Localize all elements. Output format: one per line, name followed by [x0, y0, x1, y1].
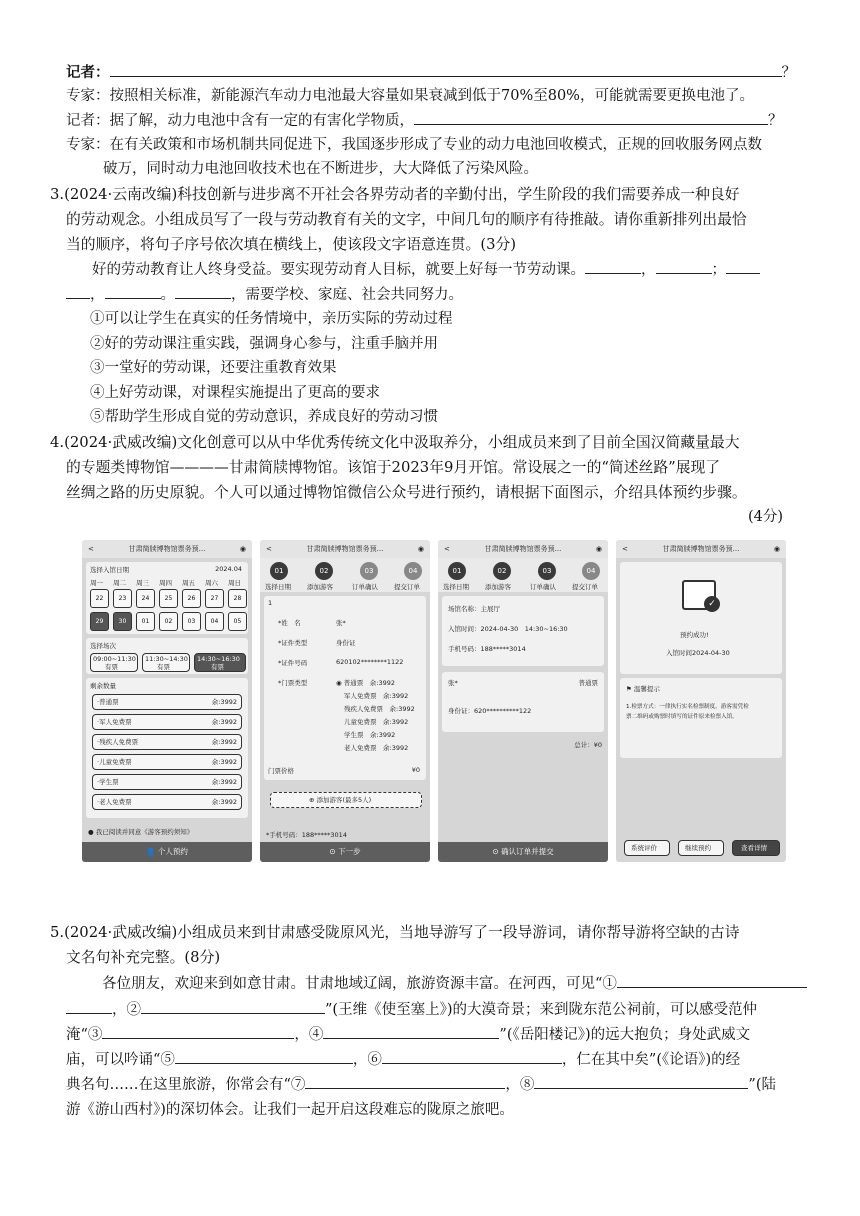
poem-blank-2[interactable] [141, 999, 325, 1014]
rate-button[interactable]: 系统评价 [624, 840, 670, 856]
q3-option-3: ③一堂好的劳动课，还要注重教育效果 [90, 360, 337, 376]
q3-option-5: ⑤帮助学生形成自觉的劳动意识，养成良好的劳动习惯 [90, 409, 438, 425]
dialog-line-1: 记者： ？ [66, 60, 796, 85]
poem-blank-8[interactable] [534, 1074, 748, 1089]
q5-line-5: 典名句……在这里旅游，你常会有“⑦ ，⑧ ”(陆 [66, 1073, 776, 1097]
phone-confirm-order: < 甘肃简牍博物馆票务预... ◉ 01 02 03 04 选择日期 添加游客 订单确认 提交订单 场馆名称：主展厅 入馆时间：2024-04-30 14:30~16:30 手机号码：188*****3014 张* 普通票 身份证：620**********122 总计：¥0 ⊙ 确认订单并提交 [438, 540, 608, 862]
answer-blank[interactable] [110, 60, 782, 77]
q5-stem-1: 5.(2024·武威改编)小组成员来到甘肃感受陇原风光，当地导游写了一段导游词，请你帮导游将空缺的古诗 [50, 924, 740, 941]
q5-line-3: 淹“③ ，④ ”(《岳阳楼记》)的远大抱负；身处武威文 [66, 1023, 750, 1047]
booking-screenshots [82, 540, 786, 862]
dialog-line-5: 破万，同时动力电池回收技术也在不断进步，大大降低了污染风险。 [103, 161, 538, 177]
q5-stem-2: 文名句补充完整。(8分) [66, 949, 221, 966]
order-blank-1[interactable] [585, 259, 641, 274]
phone-add-visitor: < 甘肃简牍博物馆票务预... ◉ 01 02 03 04 选择日期 添加游客 订单确认 提交订单 1 *姓 名 张* *证件类型 身份证 *证件号码 620102********1122 *门票类型 ◉ 普通票 余:3992 军人免费票 余:3992 残疾人免费票 余:3992 儿童免费票 余:3992 学生票 余:3992 老人免费票 余:3992 门票价格 ¥0 ⊕ 添加游客(最多5人) *手机号码：188*****3014 ⊙ 下一步 [260, 540, 430, 862]
q5-line-6: 游《游山西村》)的深切体会。让我们一起开启这段难忘的陇原之旅吧。 [66, 1102, 514, 1118]
q5-line-1: 各位朋友，欢迎来到如意甘肃。甘肃地域辽阔，旅游资源丰富。在河西，可见“① [102, 972, 807, 996]
dialog-line-2: 专家：按照相关标准，新能源汽车动力电池最大容量如果衰减到低于70%至80%，可能就需要更换电池了。 [66, 88, 754, 104]
poem-blank-7[interactable] [305, 1074, 505, 1089]
q3-paragraph-2: ， 。 ，需要学校、家庭、社会共同努力。 [66, 283, 463, 307]
poem-blank-5[interactable] [175, 1049, 353, 1064]
q4-stem-1: 4.(2024·武威改编)文化创意可以从中华优秀传统文化中汲取养分，小组成员来到了目前全国汉简藏量最大 [50, 434, 740, 451]
view-details-button[interactable]: 查看详情 [732, 840, 780, 856]
q3-stem-1: 3.(2024·云南改编)科技创新与进步离不开社会各界劳动者的辛勤付出，学生阶段的我们需要养成一种良好 [50, 186, 740, 203]
dialog-line-4: 专家：在有关政策和市场机制共同促进下，我国逐步形成了专业的动力电池回收模式，正规的回收服务网点数 [66, 137, 762, 153]
order-blank-5[interactable] [175, 284, 231, 299]
phone-success: < 甘肃简牍博物馆票务预... ◉ ✓ 预约成功! 入馆时间2024-04-30 ⚑ 温馨提示 1.检票方式：一律执行实名检票制度。游客需凭检 票二维码或购票时填写的证件原来检票入馆。 系统评价 继续预约 查看详情 [616, 540, 786, 862]
q3-option-2: ②好的劳动课注重实践，强调身心参与，注重手脑并用 [90, 336, 438, 352]
answer-blank[interactable] [414, 108, 768, 125]
order-blank-4[interactable] [105, 284, 161, 299]
q5-line-2: ，② ”(王维《使至塞上》)的大漠奇景；来到陇东范公祠前，可以感受范仲 [66, 998, 757, 1022]
add-visitor-button[interactable]: ⊕ 添加游客(最多5人) [270, 792, 422, 808]
q3-option-1: ①可以让学生在真实的任务情境中，亲历实际的劳动过程 [90, 311, 453, 327]
q3-paragraph: 好的劳动教育让人终身受益。要实现劳动育人目标，就要上好每一节劳动课。 ， ； [92, 258, 760, 282]
speaker-label: 记者： [66, 64, 110, 81]
order-blank-2[interactable] [656, 259, 712, 274]
order-blank-3[interactable] [726, 259, 760, 274]
poem-blank-6[interactable] [382, 1049, 562, 1064]
agree-checkbox[interactable]: ● 我已阅读并同意《游客预约须知》 [88, 828, 194, 836]
q3-stem-2: 的劳动观念。小组成员写了一段与劳动教育有关的文字，中间几句的顺序有待推敲。请你重新排列出最恰 [66, 211, 747, 228]
poem-blank-1[interactable] [617, 973, 807, 988]
phone-select-date: < 甘肃简牍博物馆票务预... ◉ 选择入馆日期 2024.04 周一 周二 周三 周四 周五 周六 周日 22 23 24 25 26 27 28 29 30 01 02 03 04 05 选择场次 09:00~11:30 有票 11:30~14:30 有票 14:30~16:30 有票 剩余数量 ·普通票 余:3992 ·军人免费票 余:3992 ·残疾人免费票 余:3992 ·儿童免费票 余:3992 ·学生票 余:3992 ·老人免费票 余:3992 ● 我已阅读并同意《游客预约须知》 👤 个人预约 [82, 540, 252, 862]
q4-stem-3: 丝绸之路的历史原貌。个人可以通过博物馆微信公众号进行预约，请根据下面图示，介绍具体预约步骤。 [66, 484, 747, 501]
poem-blank-4[interactable] [323, 1024, 499, 1039]
next-step-button[interactable]: ⊙ 下一步 [260, 842, 430, 862]
poem-blank-3[interactable] [102, 1024, 294, 1039]
q4-score: (4分) [748, 509, 784, 525]
confirm-submit-button[interactable]: ⊙ 确认订单并提交 [438, 842, 608, 862]
dialog-line-3: 记者：据了解，动力电池中含有一定的有害化学物质， ？ [66, 108, 783, 133]
q3-option-4: ④上好劳动课，对课程实施提出了更高的要求 [90, 385, 380, 401]
personal-booking-button[interactable]: 👤 个人预约 [82, 842, 252, 862]
q4-stem-2: 的专题类博物馆————甘肃简牍博物馆。该馆于2023年9月开馆。常设展之一的“简述丝路”展现了 [66, 459, 721, 476]
continue-booking-button[interactable]: 继续预约 [678, 840, 724, 856]
q3-stem-3: 当的顺序，将句子序号依次填在横线上，使该段文字语意连贯。(3分) [66, 236, 517, 253]
q5-line-4: 庙，可以吟诵“⑤ ，⑥ ，仁在其中矣”(《论语》)的经 [66, 1048, 740, 1072]
